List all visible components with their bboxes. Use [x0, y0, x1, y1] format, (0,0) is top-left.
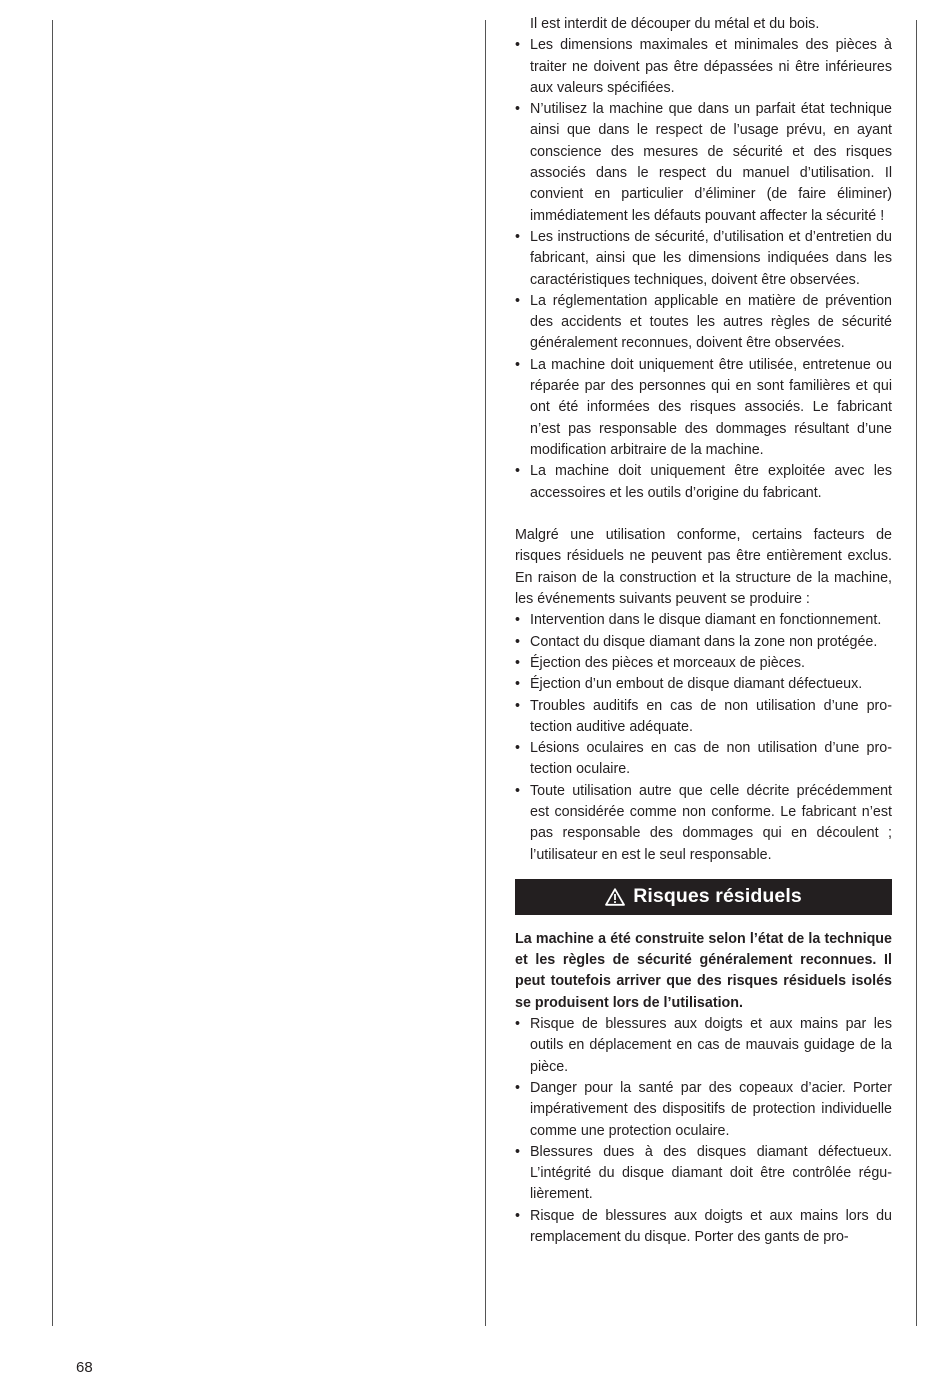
intro-list — [515, 14, 892, 504]
list-item: • Danger pour la santé par des copeaux d’acier. Porter impérativement des dispositifs de protection individuelle comme une protection oculaire. — [515, 1078, 892, 1142]
list-item: • Éjection des pièces et morceaux de pièces. — [515, 653, 892, 674]
list-item: • Contact du disque diamant dans la zone non protégée. — [515, 632, 892, 653]
residual-list — [515, 610, 892, 866]
left-margin-rule — [52, 20, 53, 1326]
residual-paragraph: Malgré une utilisation conforme, certains facteurs de risques résiduels ne peuvent pas être entièrement exclus. En raison de la construction et la structure de la machine, les événements suivants peuvent se produire : — [515, 527, 892, 608]
list-item: • Intervention dans le disque diamant en fonctionnement. — [515, 610, 892, 631]
section-heading-banner — [515, 879, 892, 915]
list-item: Il est interdit de découper du métal et du bois. — [530, 16, 820, 32]
list-item: • Toute utilisation autre que celle décrite précédemment est considérée comme non conforme. Le fabricant n’est pas responsable des dommages qui en découlent ; l’utilisateur en est le seul responsable. — [515, 781, 892, 866]
bold-intro: La machine a été construite selon l’état de la technique et les règles de sécurité généralement reconnues. Il peut toutefois arriver que des risques résiduels isolés se produisent lors de l’utilisation. — [515, 930, 892, 1011]
paragraph-spacer — [515, 504, 892, 525]
center-margin-rule — [485, 20, 486, 1326]
list-item: • Lésions oculaires en cas de non utilisation d’une protection oculaire. — [515, 738, 892, 781]
list-item: • La machine doit uniquement être exploitée avec les accessoires et les outils d’origine du fabricant. — [515, 461, 892, 504]
page-number: 68 — [76, 1359, 93, 1376]
list-item: • La machine doit uniquement être utilisée, entretenue ou réparée par des personnes qui en sont familières et qui ont été informées des risques associés. Le fabricant n’est pas responsable des dommages résultant d’une modification arbitraire de la machine. — [515, 355, 892, 461]
warning-triangle-icon — [605, 888, 625, 906]
section-title: Risques résiduels — [633, 885, 802, 908]
list-item: • Risque de blessures aux doigts et aux mains par les outils en déplacement en cas de mauvais guidage de la pièce. — [515, 1014, 892, 1078]
list-item: • Les dimensions maximales et minimales des pièces à traiter ne doivent pas être dépassées ni être inférieures aux valeurs spécifiées. — [515, 35, 892, 99]
risk-list — [515, 1014, 892, 1248]
list-item: • Éjection d’un embout de disque diamant défectueux. — [515, 674, 892, 695]
list-item: • Blessures dues à des disques diamant défectueux. L’intégrité du disque diamant doit être contrôlée régulièrement. — [515, 1142, 892, 1206]
list-item: • La réglementation applicable en matière de prévention des accidents et toutes les autres règles de sécurité généralement reconnues, doivent être observées. — [515, 291, 892, 355]
list-item: • Troubles auditifs en cas de non utilisation d’une protection auditive adéquate. — [515, 696, 892, 739]
list-item: • N’utilisez la machine que dans un parfait état technique ainsi que dans le respect de l’usage prévu, en ayant conscience des mesures de sécurité et des risques associés dans le respect du manuel d’utilisation. Il convient en particulier d’éliminer (de faire éliminer) immédiatement les défauts pouvant affecter la sécurité ! — [515, 99, 892, 227]
list-item: • Risque de blessures aux doigts et aux mains lors du remplacement du disque. Porter des gants de pro- — [515, 1206, 892, 1249]
right-margin-rule — [916, 20, 917, 1326]
list-item: • Les instructions de sécurité, d’utilisation et d’entretien du fabricant, ainsi que les dimensions indiquées dans les caractéristiques techniques, doivent être observées. — [515, 227, 892, 291]
text-column — [515, 14, 892, 1248]
